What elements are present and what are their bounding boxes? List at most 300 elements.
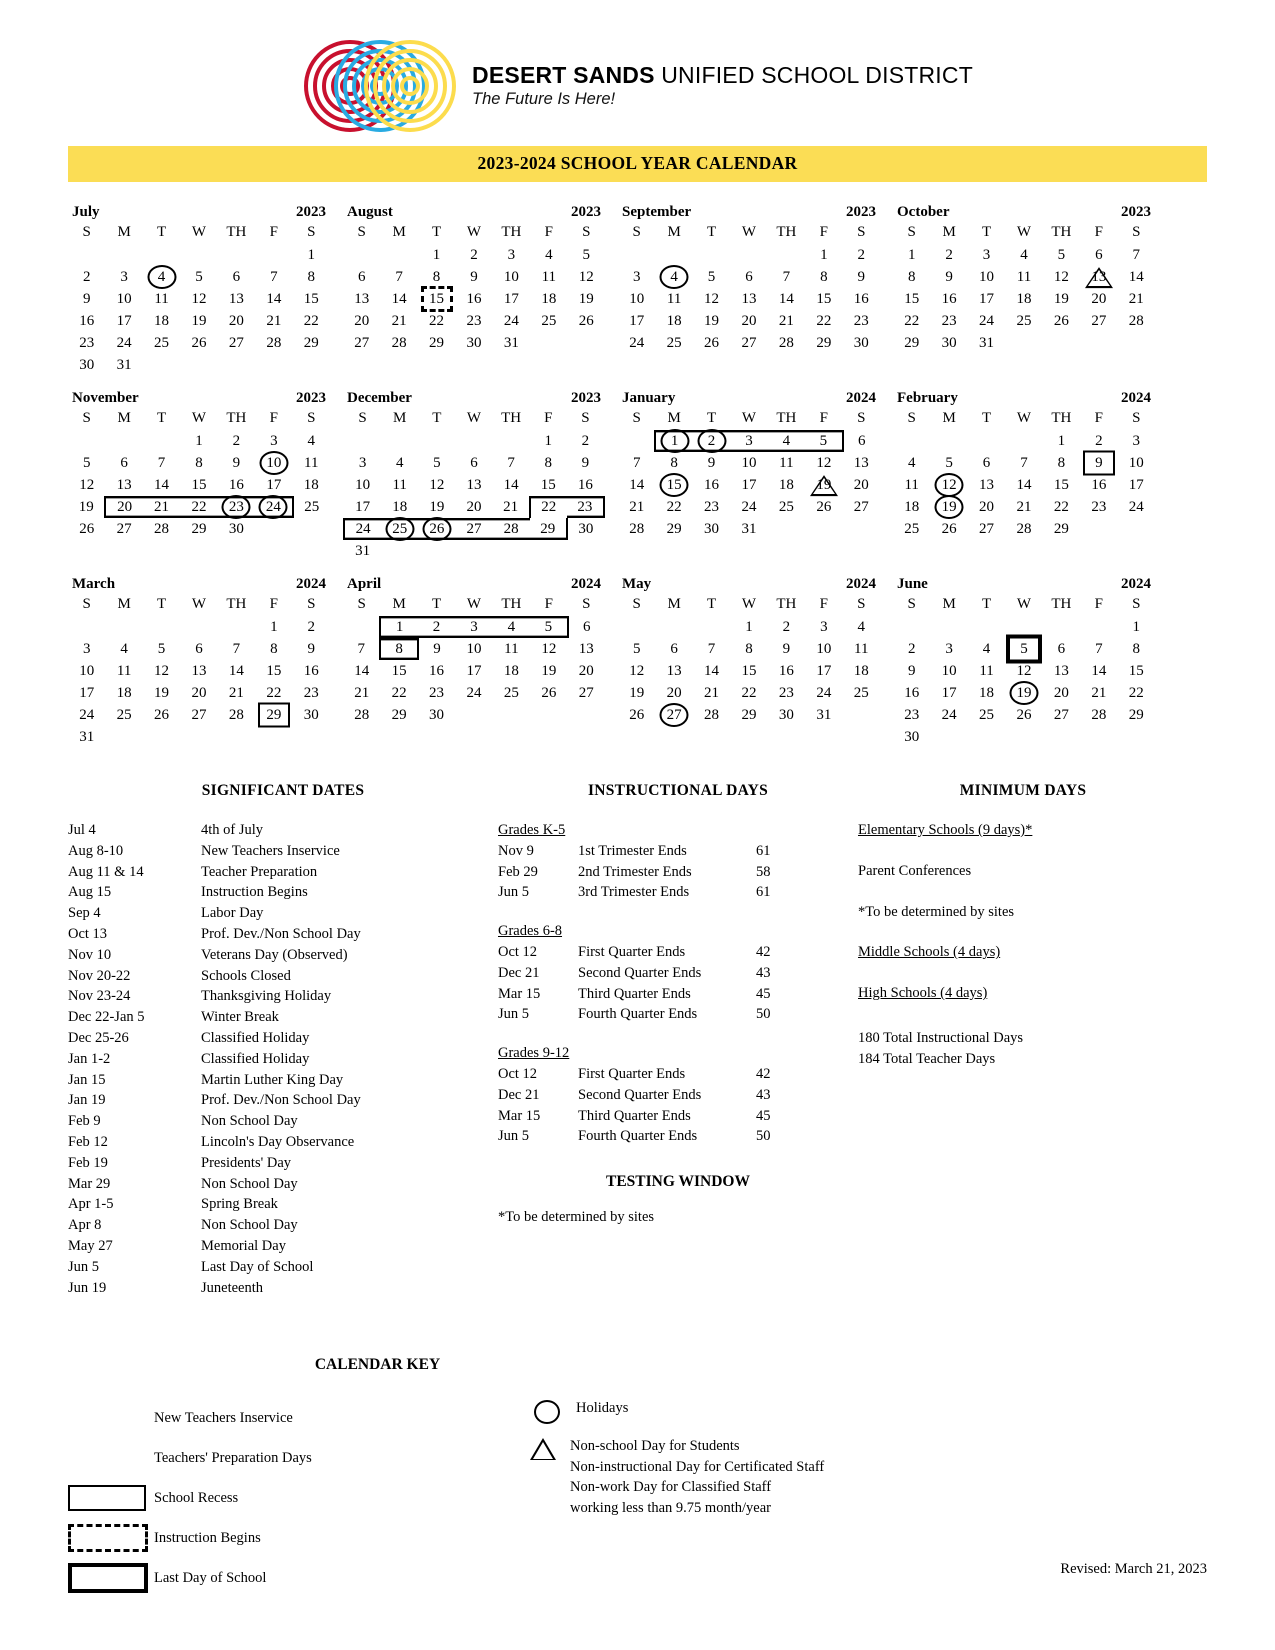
week-row: [68, 332, 330, 354]
weekday-header-0: S: [357, 596, 366, 612]
day-number: 9: [1095, 454, 1103, 471]
day-number: 24: [265, 498, 281, 515]
day-cell-10: [68, 660, 105, 682]
day-number: 21: [503, 498, 519, 515]
day-cell-10: [730, 452, 767, 474]
day-number: 6: [745, 268, 753, 285]
day-cell-20: [218, 310, 255, 332]
month-year: 2024: [846, 390, 876, 406]
day-cell-27: [218, 332, 255, 354]
day-cell-20: [105, 496, 142, 518]
day-cell-empty: [293, 518, 330, 540]
weekday-header-3: W: [741, 410, 757, 426]
day-number: 10: [941, 662, 957, 679]
significant-date-row: [68, 903, 498, 924]
day-number: 19: [578, 290, 594, 307]
day-cell-23: [1080, 496, 1117, 518]
day-cell-15: [1043, 474, 1080, 496]
day-cell-27: [343, 332, 380, 354]
day-number: 17: [816, 662, 832, 679]
day-cell-30: [455, 332, 492, 354]
day-cell-2: [68, 266, 105, 288]
day-number: 7: [157, 454, 166, 471]
day-cell-empty: [530, 540, 567, 562]
day-cell-8: [255, 638, 292, 660]
day-cell-2: [1080, 430, 1117, 452]
month-header: [68, 576, 330, 595]
day-number: 6: [1057, 640, 1066, 657]
day-cell-empty: [68, 430, 105, 452]
instructional-date: Feb 29: [498, 863, 538, 880]
day-cell-empty: [1080, 332, 1117, 354]
day-number: 10: [741, 454, 757, 471]
day-cell-13: [1080, 266, 1117, 288]
day-cell-empty: [730, 244, 767, 266]
week-row: [893, 244, 1155, 266]
significant-date-label: Teacher Preparation: [201, 863, 318, 880]
day-number: 10: [466, 640, 482, 657]
day-cell-13: [968, 474, 1005, 496]
instructional-days-row: [498, 1004, 858, 1025]
day-cell-11: [968, 660, 1005, 682]
instructional-label: 3rd Trimester Ends: [578, 884, 690, 901]
significant-date-row: [68, 1028, 498, 1049]
day-cell-empty: [1118, 726, 1155, 748]
month-header: [343, 390, 605, 409]
significant-date-label: Non School Day: [201, 1175, 298, 1192]
weekday-header-6: S: [307, 596, 316, 612]
significant-date-row: [68, 966, 498, 987]
weekday-header-3: W: [191, 224, 207, 240]
day-cell-3: [344, 452, 381, 474]
day-number: 13: [1091, 268, 1107, 285]
day-cell-empty: [68, 616, 105, 638]
day-number: 1: [907, 246, 916, 263]
significant-date-date: Feb 9: [68, 1113, 101, 1130]
day-number: 4: [782, 432, 791, 449]
day-number: 9: [470, 268, 478, 285]
day-cell-7: [693, 638, 730, 660]
day-number: 19: [629, 684, 645, 701]
day-number: 1: [1132, 618, 1141, 635]
day-cell-24: [968, 310, 1005, 332]
weekday-header-3: W: [1016, 224, 1032, 240]
day-cell-12: [1043, 266, 1080, 288]
day-cell-5: [805, 430, 842, 452]
day-cell-4: [293, 430, 330, 452]
day-number: 25: [853, 684, 869, 701]
day-number: 20: [191, 684, 207, 701]
day-number: 10: [355, 476, 371, 493]
significant-date-date: Sep 4: [68, 905, 101, 922]
week-row: [344, 518, 604, 540]
day-cell-5: [180, 266, 217, 288]
day-cell-14: [768, 288, 805, 310]
day-cell-empty: [567, 540, 604, 562]
week-row: [344, 496, 604, 518]
day-cell-22: [893, 310, 930, 332]
day-cell-12: [143, 660, 180, 682]
day-number: 7: [1132, 246, 1141, 263]
significant-date-row: [68, 1215, 498, 1236]
day-number: 19: [429, 498, 445, 515]
day-number: 27: [116, 520, 132, 537]
day-cell-19: [1005, 682, 1042, 704]
day-cell-6: [1080, 244, 1117, 266]
day-cell-4: [105, 638, 142, 660]
month-table: [618, 595, 880, 726]
day-number: 22: [904, 312, 920, 329]
significant-date-label: 4th of July: [201, 822, 264, 838]
day-cell-17: [930, 682, 967, 704]
day-cell-13: [730, 288, 767, 310]
day-number: 26: [154, 706, 170, 723]
day-number: 12: [704, 290, 720, 307]
day-number: 29: [741, 706, 757, 723]
day-number: 10: [116, 290, 132, 307]
day-number: 19: [1053, 290, 1069, 307]
significant-date-date: Feb 19: [68, 1154, 108, 1171]
day-number: 18: [979, 684, 995, 701]
day-cell-26: [618, 704, 655, 726]
day-cell-17: [805, 660, 842, 682]
day-cell-22: [180, 496, 217, 518]
day-number: 27: [1091, 312, 1107, 329]
day-number: 13: [228, 290, 244, 307]
day-cell-27: [1080, 310, 1117, 332]
day-cell-24: [1118, 496, 1155, 518]
day-cell-18: [968, 682, 1005, 704]
day-number: 23: [429, 684, 445, 701]
instructional-count: 58: [756, 863, 771, 880]
weekday-header-0: S: [632, 596, 641, 612]
weekday-header-4: TH: [501, 410, 522, 426]
month-name: March: [72, 576, 116, 592]
day-cell-15: [255, 660, 292, 682]
day-cell-1: [1118, 616, 1155, 638]
weekday-header-4: TH: [1051, 224, 1072, 240]
day-number: 16: [778, 662, 794, 679]
day-number: 24: [1128, 498, 1144, 515]
week-row: [68, 310, 330, 332]
day-number: 9: [857, 268, 866, 285]
day-number: 30: [466, 334, 482, 351]
instructional-label: First Quarter Ends: [578, 1065, 686, 1082]
day-cell-9: [768, 638, 805, 660]
day-cell-20: [1043, 682, 1080, 704]
day-number: 4: [120, 640, 128, 657]
week-row: [68, 496, 330, 518]
weekday-header-2: T: [432, 410, 442, 426]
day-number: 7: [232, 640, 241, 657]
day-cell-26: [693, 332, 730, 354]
key-swatch-dashed-icon: [68, 1524, 148, 1552]
day-number: 1: [745, 618, 753, 635]
day-cell-28: [1118, 310, 1155, 332]
day-number: 2: [1095, 432, 1103, 449]
day-cell-9: [418, 638, 455, 660]
day-cell-3: [68, 638, 105, 660]
day-cell-18: [1005, 288, 1042, 310]
week-row: [68, 682, 330, 704]
day-number: 11: [154, 290, 169, 307]
weekday-header-4: TH: [501, 224, 522, 240]
day-cell-10: [618, 288, 655, 310]
day-cell-29: [1118, 704, 1155, 726]
week-row: [68, 266, 330, 288]
day-cell-12: [693, 288, 730, 310]
day-number: 29: [429, 334, 445, 351]
weekday-header-1: M: [117, 596, 131, 612]
week-row: [618, 682, 880, 704]
day-cell-empty: [293, 726, 330, 748]
day-cell-13: [1043, 660, 1080, 682]
day-number: 3: [507, 246, 516, 263]
day-cell-13: [343, 288, 380, 310]
day-cell-5: [618, 638, 655, 660]
day-cell-4: [968, 638, 1005, 660]
day-number: 12: [578, 268, 594, 285]
day-cell-24: [493, 310, 530, 332]
day-number: 16: [941, 290, 957, 307]
day-number: 13: [979, 476, 995, 493]
day-cell-empty: [293, 354, 330, 376]
week-row: [68, 518, 330, 540]
weekday-header-6: S: [857, 224, 866, 240]
day-number: 15: [266, 662, 282, 679]
month-december: [343, 390, 605, 562]
day-cell-13: [843, 452, 880, 474]
day-cell-empty: [1043, 616, 1080, 638]
day-number: 13: [666, 662, 682, 679]
day-cell-25: [293, 496, 330, 518]
day-number: 16: [704, 476, 720, 493]
day-cell-22: [1043, 496, 1080, 518]
day-number: 13: [578, 640, 594, 657]
day-number: 16: [429, 662, 445, 679]
day-number: 26: [941, 520, 957, 537]
day-cell-20: [180, 682, 217, 704]
day-cell-empty: [455, 704, 492, 726]
instructional-date: Mar 15: [498, 985, 541, 1002]
day-number: 5: [819, 432, 828, 449]
significant-date-label: Non School Day: [201, 1113, 298, 1130]
day-number: 22: [303, 312, 319, 329]
significant-date-label: Classified Holiday: [201, 1050, 310, 1067]
day-number: 27: [466, 520, 482, 537]
week-row: [68, 430, 330, 452]
month-name: January: [622, 390, 676, 406]
week-row: [893, 266, 1155, 288]
day-number: 13: [191, 662, 207, 679]
weekday-header-2: T: [431, 224, 442, 240]
day-cell-23: [693, 496, 730, 518]
day-cell-16: [1080, 474, 1117, 496]
day-cell-22: [293, 310, 330, 332]
calendar-key-label: Instruction Begins: [154, 1529, 261, 1546]
day-cell-empty: [655, 616, 692, 638]
day-cell-22: [530, 496, 567, 518]
instructional-label: Second Quarter Ends: [578, 1086, 702, 1103]
day-cell-11: [530, 266, 567, 288]
day-cell-2: [293, 616, 330, 638]
day-cell-29: [530, 518, 567, 540]
total-instructional-days: 180 Total Instructional Days: [858, 1029, 1024, 1046]
day-number: 1: [820, 246, 828, 263]
day-cell-23: [567, 496, 604, 518]
day-cell-15: [730, 660, 767, 682]
day-cell-6: [843, 430, 880, 452]
month-table: [68, 595, 330, 748]
instructional-date: Jun 5: [498, 1006, 530, 1023]
day-cell-22: [655, 496, 692, 518]
weekday-header-2: T: [156, 224, 167, 240]
day-cell-28: [380, 332, 417, 354]
month-header: [618, 204, 880, 223]
significant-date-label: Last Day of School: [201, 1258, 314, 1275]
day-number: 25: [979, 706, 995, 723]
day-cell-empty: [530, 704, 567, 726]
month-year: 2023: [296, 390, 326, 406]
day-number: 2: [581, 432, 590, 449]
instructional-count: 43: [756, 1086, 771, 1103]
instructional-days-row: [498, 1126, 858, 1147]
day-cell-7: [255, 266, 292, 288]
instructional-date: Dec 21: [498, 1086, 540, 1103]
day-cell-empty: [255, 518, 292, 540]
month-name: April: [347, 576, 382, 592]
significant-date-date: Dec 22-Jan 5: [68, 1009, 145, 1026]
day-number: 25: [392, 520, 408, 537]
day-cell-11: [1005, 266, 1042, 288]
week-row: [344, 430, 604, 452]
day-number: 29: [1053, 520, 1069, 537]
instructional-days-row: [498, 1085, 858, 1106]
day-number: 22: [191, 498, 207, 515]
day-cell-23: [843, 310, 880, 332]
day-number: 22: [266, 684, 282, 701]
instructional-days-row: [498, 1064, 858, 1085]
day-cell-empty: [493, 704, 530, 726]
week-row: [618, 266, 880, 288]
weekday-header-3: W: [466, 596, 482, 612]
calendar-key-label-line: Non-school Day for Students: [570, 1438, 740, 1455]
day-number: 22: [1128, 684, 1144, 701]
calendar-title-banner: 2023-2024 SCHOOL YEAR CALENDAR: [68, 146, 1207, 182]
day-cell-17: [455, 660, 492, 682]
weekday-header-6: S: [581, 410, 590, 426]
day-number: 23: [941, 312, 957, 329]
month-row-3: [68, 576, 1215, 748]
day-number: 30: [578, 520, 594, 537]
instructional-label: Third Quarter Ends: [578, 985, 691, 1002]
day-cell-8: [655, 452, 692, 474]
day-cell-19: [180, 310, 217, 332]
day-number: 5: [632, 640, 641, 657]
day-cell-25: [968, 704, 1005, 726]
day-number: 8: [745, 640, 753, 657]
day-cell-28: [1005, 518, 1042, 540]
day-cell-empty: [930, 726, 967, 748]
day-number: 12: [429, 476, 445, 493]
weekday-header-0: S: [82, 596, 91, 612]
day-number: 27: [354, 334, 370, 351]
day-cell-empty: [930, 616, 967, 638]
day-cell-9: [1080, 452, 1117, 474]
calendar-key-label-line: working less than 9.75 month/year: [570, 1499, 771, 1516]
day-cell-13: [455, 474, 492, 496]
calendar-key-label: Last Day of School: [154, 1569, 267, 1586]
day-number: 13: [741, 290, 757, 307]
weekday-header-1: M: [942, 410, 956, 426]
day-cell-29: [255, 704, 292, 726]
day-cell-26: [1005, 704, 1042, 726]
day-cell-empty: [218, 354, 255, 376]
day-cell-27: [968, 518, 1005, 540]
minimum-days-column: [858, 782, 1188, 1298]
day-number: 29: [303, 334, 319, 351]
weekday-header-6: S: [857, 410, 866, 426]
day-cell-4: [381, 452, 418, 474]
weekday-header-5: F: [1094, 224, 1103, 240]
key-circle-icon: [534, 1400, 560, 1424]
day-number: 4: [670, 268, 678, 285]
instructional-label: Fourth Quarter Ends: [578, 1128, 698, 1145]
weekday-header-2: T: [981, 410, 992, 426]
significant-date-date: Jun 5: [68, 1258, 100, 1275]
day-number: 23: [79, 334, 95, 351]
day-cell-27: [843, 496, 880, 518]
day-number: 15: [741, 662, 757, 679]
day-cell-19: [418, 496, 455, 518]
day-cell-28: [255, 332, 292, 354]
day-number: 11: [854, 640, 869, 657]
day-cell-19: [805, 474, 842, 496]
day-cell-10: [1118, 452, 1155, 474]
weekday-header-3: W: [741, 224, 757, 240]
day-number: 25: [666, 334, 682, 351]
day-number: 15: [666, 476, 682, 493]
day-number: 28: [154, 520, 170, 537]
day-cell-21: [143, 496, 180, 518]
day-number: 3: [632, 268, 641, 285]
weekday-header-0: S: [907, 224, 916, 240]
week-row: [344, 540, 604, 562]
weekday-header-5: F: [269, 224, 278, 240]
instructional-days-row: [498, 963, 858, 984]
calendar-key-label: Teachers' Preparation Days: [154, 1449, 312, 1466]
day-number: 9: [581, 454, 590, 471]
week-row: [618, 288, 880, 310]
day-cell-25: [381, 518, 418, 540]
day-cell-24: [730, 496, 767, 518]
day-number: 21: [154, 498, 170, 515]
day-number: 1: [395, 618, 404, 635]
day-cell-10: [930, 660, 967, 682]
day-cell-4: [768, 430, 805, 452]
day-number: 9: [782, 640, 791, 657]
instructional-count: 50: [756, 1128, 771, 1145]
day-cell-28: [1080, 704, 1117, 726]
week-row: [618, 310, 880, 332]
minimum-days-parent-conferences: Parent Conferences: [858, 862, 972, 879]
day-cell-3: [455, 616, 492, 638]
month-year: 2024: [296, 576, 326, 592]
day-cell-5: [693, 266, 730, 288]
significant-date-date: May 27: [68, 1237, 113, 1254]
day-number: 11: [304, 454, 319, 471]
day-number: 7: [1020, 454, 1028, 471]
